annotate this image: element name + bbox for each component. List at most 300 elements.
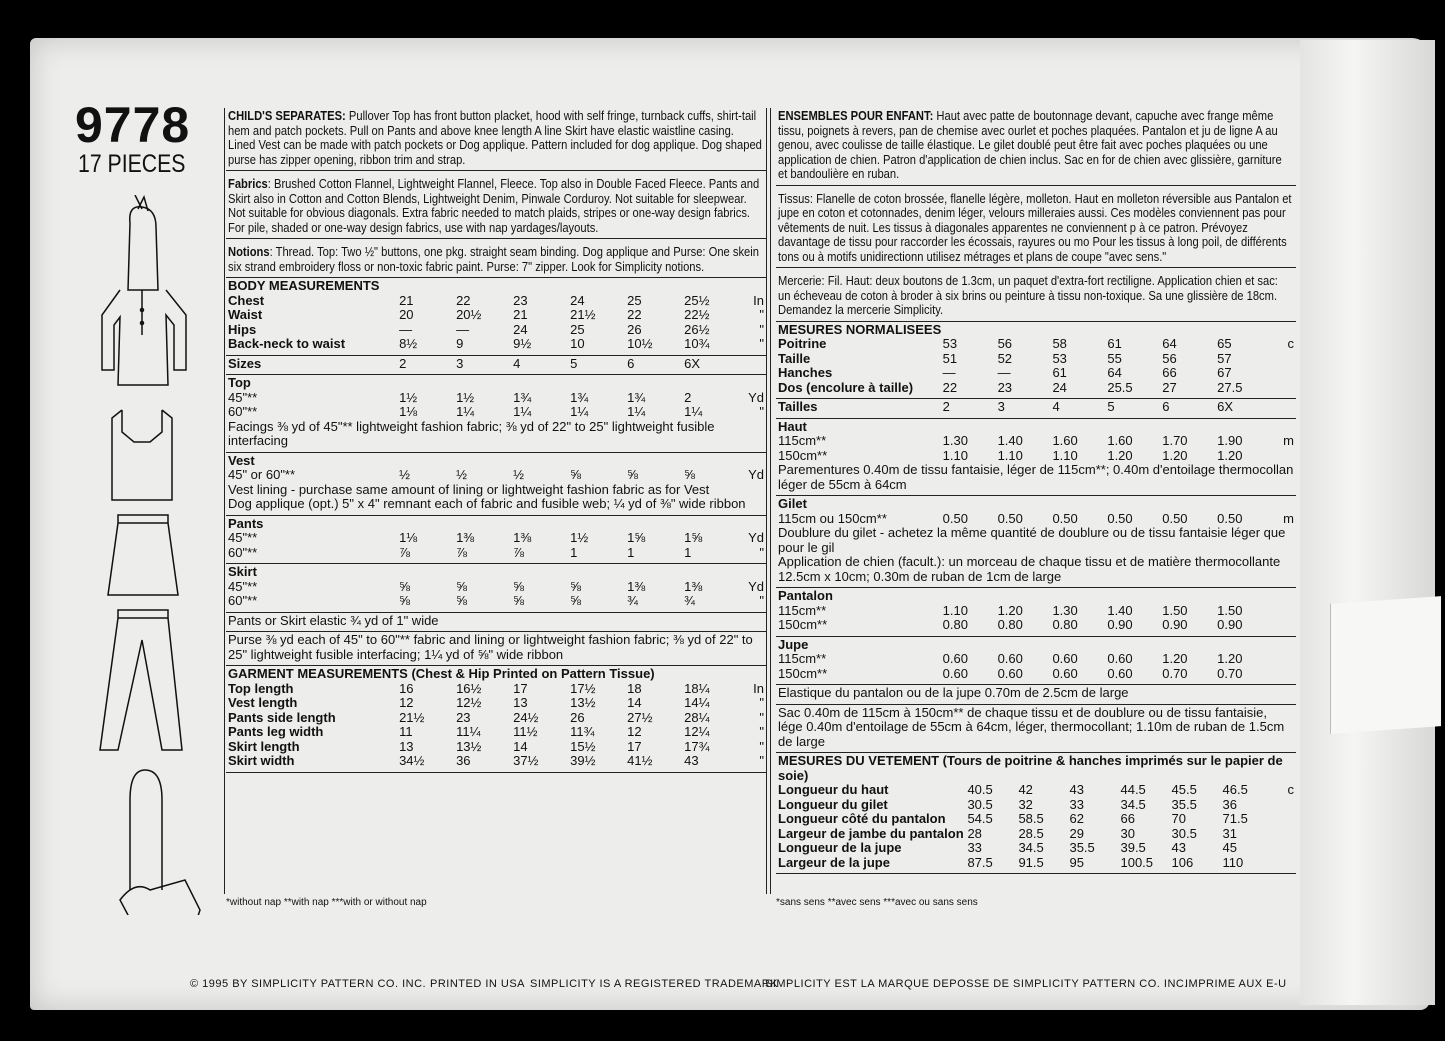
row-value: — [399, 321, 413, 337]
row-value: 65 [1217, 336, 1232, 351]
row-label: 150cm** [778, 665, 828, 681]
row-value: 34.5 [1120, 796, 1146, 812]
row-label: 60"** [228, 404, 258, 419]
row-label: Vest length [228, 695, 298, 710]
sac-fr: Sac 0.40m de 115cm à 150cm** de chaque tissu et de doublure ou de tissu fantaisie, lége 0.40m d'entoilage de 55cm à 64cm, léger, thermocollant; 1.10m de ruban de 1.5cm de large [776, 705, 1296, 754]
row-value: 35.5 [1171, 796, 1197, 812]
row-unit: " [759, 709, 764, 725]
row-value: 44.5 [1120, 782, 1146, 797]
row-value: ⅞ [513, 544, 524, 560]
nap-note-fr: *sans sens **avec sens ***avec ou sans sens [776, 897, 978, 908]
row-value: ⅝ [570, 593, 581, 608]
row-value: 95 [1069, 854, 1084, 870]
row-value: 43 [1069, 782, 1084, 797]
row-value: 24½ [513, 709, 539, 725]
notions-en: Notions: Thread. Top: Two ½" buttons, one pkg. straight seam binding. Dog applique and Purse: One skein six strand embroidery floss or non-toxic fabric paint. Purse: 7" zipper. Look for Simplicity notions. [226, 239, 766, 278]
row-value: 67 [1217, 365, 1232, 380]
row-unit [1272, 366, 1294, 381]
row-value: 10¾ [684, 336, 710, 351]
description-en: CHILD'S SEPARATES: Pullover Top has front button placket, hood with self fringe, turnback cuffs, shirt-tail hem and patch pockets. Pull on Pants and above knee length A line Skirt have elastic waistline casing. Lined Vest can be made with patch pockets or Dog applique. Pattern included for dog applique. Dog shaped purse has zipper opening, ribbon trim and strap. [226, 108, 766, 171]
tissus-fr: Tissus: Flanelle de coton brossée, flanelle légère, molleton. Haut en molleton réversible aus Pantalon et jupe en coton et cotonnades, denim léger, velours milleraies aussi. Ces modèles conviennent pas pour vêtements de nuit. Les tissus à diagonales apparentes ne conviennent p à ce patron. Prévoyez davantage de tissu pour raccorder les écossais, rayures ou mo Pour les tissus à long poil, de différents tons ou à motifs unidirectionn utilisez métrages et plans de coupe "avec sens." [776, 186, 1296, 269]
footer-copyright: © 1995 BY SIMPLICITY PATTERN CO. INC. [190, 978, 427, 990]
pants-yardage-en: Pants 45"** 1⅛ 1⅜ 1⅜ 1½ 1⅝ 1⅝ Yd 60"** ⅞ ⅞ ⅞ 1 1 1 " [226, 516, 766, 565]
vest-yardage-en: Vest 45" or 60"** ½ ½ ½ ⅝ ⅝ ⅝ Yd Vest lining - purchase same amount of lining or lightweight fashion fabric as for Vest Dog applique (opt.) 5" x 4" remnant each of fabric and fusible web; ¼ yd of ⅜" wide ribbon [226, 453, 766, 516]
row-value: ⅝ [513, 593, 524, 608]
row-value: 6 [627, 355, 635, 371]
row-value: 1.50 [1162, 602, 1188, 618]
measurement-row [778, 434, 1294, 449]
measurement-row [778, 512, 1294, 527]
measurement-row [228, 682, 764, 697]
measurement-row [228, 531, 764, 546]
measurement-row [228, 468, 764, 483]
haut-yardage-fr: Haut 115cm** 1.30 1.40 1.60 1.60 1.70 1.90 m 150cm** 1.10 1.10 1.10 1.20 1.20 1.20 Parementures 0.40m de tissu fantaisie, léger de 115cm**; 0.40m d'entoilage thermocollan léger de 55cm à 64cm [776, 419, 1296, 497]
row-value: 23 [513, 292, 528, 308]
row-value: 21½ [399, 709, 425, 725]
row-value: 1¾ [513, 389, 532, 405]
row-unit: " [759, 695, 764, 710]
measurement-row [228, 546, 764, 561]
measurement-row [228, 711, 764, 726]
row-value: 34.5 [1018, 840, 1044, 855]
row-value: 54.5 [967, 811, 993, 826]
purse-illustration [120, 770, 200, 915]
footer-marque: SIMPLICITY EST LA MARQUE DEPOSSE DE SIMPLICITY PATTERN CO. INC. [765, 978, 1188, 990]
row-value: 36 [1222, 796, 1237, 812]
elastic-en: Pants or Skirt elastic ¾ yd of 1" wide [226, 613, 766, 633]
row-value: 0.80 [1052, 617, 1078, 632]
row-value: 61 [1107, 336, 1122, 351]
row-value: 1⅝ [627, 530, 646, 545]
measurement-row [228, 357, 764, 372]
row-value: 20½ [456, 307, 482, 322]
row-value: ⅝ [570, 467, 581, 482]
row-value: 0.50 [1217, 510, 1243, 526]
garment-illustrations [90, 195, 220, 915]
row-unit: Yd [748, 530, 764, 545]
row-value: 0.90 [1217, 617, 1243, 632]
row-value: 22 [942, 379, 958, 395]
measurement-row [778, 856, 1294, 871]
garment-measurements-en: GARMENT MEASUREMENTS (Chest & Hip Printed on Pattern Tissue) Top length 16 16½ 17 17½ 18 18¼ In Vest length 12 12½ 13 13½ 14 14¼ " Pants side length 21½ 23 24½ 26 27½ 28¼ " Pants leg width 11 11¼ 11½ 11¾ 12 12¼ " Skirt length 13 13½ 14 15½ 17 17¾ " Skirt width 34½ 36 37½ 39½ 41½ 43 " [226, 666, 766, 773]
row-value: 13½ [456, 738, 482, 754]
row-value: 1½ [399, 389, 418, 405]
row-label: Hanches [778, 365, 833, 380]
folded-paper [1330, 596, 1441, 734]
row-value: 66 [1162, 365, 1177, 380]
measurement-row [228, 323, 764, 338]
row-value: 17½ [570, 680, 596, 696]
row-value: 0.80 [942, 617, 968, 632]
row-value: 1¼ [513, 404, 532, 419]
body-measurements-en: BODY MEASUREMENTS Chest 21 22 23 24 25 25½ In Waist 20 20½ 21 21½ 22 22½ " Hips — — 24 25 26 26½ " Back-neck to waist 8½ 9 9½ 10 10½ 10¾ " [226, 278, 766, 356]
row-label: Top length [228, 680, 294, 696]
piece-count: 17 PIECES [78, 150, 186, 178]
row-value: 1⅜ [456, 530, 475, 545]
row-value: 25 [570, 321, 585, 337]
row-value: 53 [1052, 350, 1067, 366]
row-value: 1⅛ [399, 530, 418, 545]
row-value: 64 [1107, 365, 1122, 380]
measurement-row [228, 580, 764, 595]
row-value: 6X [1217, 399, 1234, 414]
row-value: 4 [513, 355, 521, 371]
row-value: 1⅜ [513, 530, 532, 545]
row-value: 5 [570, 355, 578, 371]
row-label: Back-neck to waist [228, 336, 346, 351]
row-value: 27½ [627, 709, 653, 725]
row-value: 10½ [627, 336, 653, 351]
row-value: 12½ [456, 695, 482, 710]
row-value: 9½ [513, 336, 532, 351]
row-value: 1¼ [627, 404, 646, 419]
row-value: 30.5 [967, 796, 993, 812]
row-value: ¾ [627, 593, 638, 608]
row-value: 31 [1222, 825, 1237, 841]
row-value: 29 [1069, 825, 1084, 841]
divider-middle-left [766, 108, 767, 894]
measurement-row [778, 812, 1294, 827]
row-value: 0.70 [1217, 665, 1243, 681]
measurement-row [778, 352, 1294, 367]
row-label: Pants side length [228, 709, 336, 725]
row-value: 16½ [456, 680, 482, 696]
sizes-fr [776, 399, 1296, 419]
divider-middle [770, 108, 771, 894]
row-unit: " [759, 593, 764, 608]
row-value: 1½ [570, 530, 589, 545]
row-unit [1272, 352, 1294, 367]
row-value: 0.50 [942, 510, 968, 526]
row-unit: In [753, 680, 764, 696]
row-value: 24 [513, 321, 528, 337]
row-value: 1.20 [1107, 447, 1133, 463]
row-value: 2 [942, 399, 950, 414]
row-value: 21 [513, 307, 528, 322]
row-unit [1272, 604, 1294, 619]
row-value: 1.30 [942, 433, 968, 448]
row-value: 23 [456, 709, 471, 725]
row-value: 20 [399, 307, 414, 322]
row-value: 37½ [513, 753, 539, 768]
row-value: 3 [456, 355, 464, 371]
row-value: 13½ [570, 695, 596, 710]
row-value: 66 [1120, 811, 1135, 826]
row-value: 1.20 [1162, 651, 1188, 666]
row-label: 150cm** [778, 447, 828, 463]
row-value: 3 [997, 399, 1005, 414]
row-unit: " [759, 724, 764, 739]
skirt-yardage-en: Skirt 45"** ⅝ ⅝ ⅝ ⅝ 1⅜ 1⅜ Yd 60"** ⅝ ⅝ ⅝ ⅝ ¾ ¾ " [226, 564, 766, 613]
row-unit: " [759, 753, 764, 768]
row-unit: " [759, 321, 764, 337]
row-value: 33 [967, 840, 982, 855]
row-value: 45.5 [1171, 782, 1197, 797]
row-label: Poitrine [778, 336, 827, 351]
row-value: 5 [1107, 399, 1115, 414]
fabrics-en: Fabrics: Brushed Cotton Flannel, Lightweight Flannel, Fleece. Top also in Double Faced Fleece. Pants and Skirt also in Cotton and Cotton Blends, Lightweight Denim, Pinwale Corduroy. Not suitable for sleepwear. Not suitable for obvious diagonals. Extra fabric needed to match plaids, stripes or one-way design fabrics. For pile, shaded or one-way design fabrics, use with nap yardages/layouts. [226, 171, 766, 239]
row-value: — [942, 365, 956, 380]
row-label: Skirt width [228, 753, 295, 768]
row-label: Waist [228, 307, 263, 322]
row-value: 43 [684, 753, 699, 768]
row-label: 60"** [228, 593, 258, 608]
row-value: 1¼ [570, 404, 589, 419]
row-label: Longueur du haut [778, 782, 889, 797]
row-value: ⅝ [570, 578, 581, 594]
row-value: 46.5 [1222, 782, 1248, 797]
row-label: Skirt length [228, 738, 300, 754]
measurement-row [228, 594, 764, 609]
row-value: 1.60 [1107, 433, 1133, 448]
row-value: 106 [1171, 854, 1194, 870]
row-value: 53 [942, 336, 958, 351]
row-value: 1.20 [1217, 651, 1243, 666]
row-value: 1 [684, 544, 692, 560]
measurement-row [228, 308, 764, 323]
row-value: 40.5 [967, 782, 993, 797]
row-value: 0.60 [997, 651, 1023, 666]
row-label: 45"** [228, 389, 258, 405]
row-value: 17 [513, 680, 528, 696]
english-column [226, 108, 766, 773]
description-fr: ENSEMBLES POUR ENFANT: Haut avec patte de boutonnage devant, capuche avec frange même tissu, poignets à revers, pan de chemise avec ourlet et poches plaquées. Pantalon et ju de ligne A au genou, avec coulisse de taille élastique. Le gilet doublé peut être fait avec poches plaquées ou une application de chien. Patron d'application de chien inclus. Sac en for de chien avec glissière, garniture et bandoulière en ruban. [776, 108, 1296, 186]
footer-printed: PRINTED IN USA [430, 978, 526, 990]
row-value: 34½ [399, 753, 425, 768]
row-unit [1274, 827, 1294, 842]
row-value: 56 [997, 336, 1013, 351]
row-value: 24 [1052, 379, 1067, 395]
row-value: 2 [684, 389, 692, 405]
row-label: 45"** [228, 578, 258, 594]
row-value: 25½ [684, 292, 710, 308]
row-value: 1.10 [997, 447, 1023, 463]
row-label: 115cm** [778, 602, 827, 618]
row-value: 0.70 [1162, 665, 1188, 681]
torn-flap [1300, 40, 1435, 1005]
row-value: 1.40 [997, 433, 1023, 448]
gilet-yardage-fr: Gilet 115cm ou 150cm** 0.50 0.50 0.50 0.50 0.50 0.50 m Doublure du gilet - achetez la même quantité de doublure ou de tissu fantaisie léger que pour le gil Application de chien (facult.): un morceau de chaque tissu et de matière thermocollante 12.5cm x 10cm; 0.30m de ruban de 1cm de large [776, 496, 1296, 588]
row-value: ⅝ [627, 467, 638, 482]
measurement-row [778, 783, 1294, 798]
row-value: 1⅜ [684, 578, 703, 594]
row-value: ½ [456, 467, 467, 482]
row-value: 11¼ [456, 724, 481, 739]
row-unit: In [753, 292, 764, 308]
footer-imprime: IMPRIME AUX E-U [1185, 978, 1287, 990]
pants-illustration [100, 610, 182, 750]
row-value: 14¼ [684, 695, 710, 710]
row-unit: " [759, 404, 764, 419]
row-value: 4 [1052, 399, 1060, 414]
row-value: 61 [1052, 365, 1067, 380]
row-unit: c [1287, 336, 1294, 351]
row-value: 0.60 [1052, 651, 1078, 666]
row-value: 26½ [684, 321, 710, 337]
row-value: 1¼ [456, 404, 475, 419]
divider-left [224, 108, 225, 894]
row-value: ½ [399, 467, 410, 482]
row-value: 57 [1217, 350, 1232, 366]
row-value: 0.60 [1107, 665, 1133, 681]
row-value: 1.10 [1052, 447, 1078, 463]
row-value: 12 [399, 695, 414, 710]
row-value: 18 [627, 680, 642, 696]
row-value: 1.10 [942, 447, 968, 463]
row-label: Pants leg width [228, 724, 324, 739]
row-value: 22 [627, 307, 642, 322]
row-value: 64 [1162, 336, 1177, 351]
row-value: 39½ [570, 753, 596, 768]
row-unit [1272, 667, 1294, 682]
row-value: 41½ [627, 753, 653, 768]
row-value: 110 [1222, 854, 1244, 870]
measurement-row [228, 740, 764, 755]
top-yardage-en: Top 45"** 1½ 1½ 1¾ 1¾ 1¾ 2 Yd 60"** 1⅛ 1¼ 1¼ 1¼ 1¼ 1¼ " Facings ⅜ yd of 45"** lightweight fashion fabric; ⅜ yd of 22" to 25" lightweight fusible interfacing [226, 375, 766, 453]
measurement-row [778, 827, 1294, 842]
row-value: 1⅜ [627, 578, 646, 594]
row-unit [1274, 856, 1294, 871]
row-value: 36 [456, 753, 471, 768]
row-value: 21½ [570, 307, 596, 322]
skirt-illustration [108, 515, 178, 595]
row-unit [1272, 400, 1294, 415]
row-label: 115cm ou 150cm** [778, 510, 887, 526]
row-value: 51 [942, 350, 958, 366]
vest-illustration [112, 410, 172, 500]
measurement-row [228, 337, 764, 352]
row-value: 1⅛ [399, 404, 418, 419]
row-value: 0.80 [997, 617, 1023, 632]
row-value: 6X [684, 355, 701, 371]
row-value: 25 [627, 292, 642, 308]
row-label: Longueur du gilet [778, 796, 888, 812]
row-label: Taille [778, 350, 811, 366]
row-value: 1.50 [1217, 602, 1243, 618]
row-value: 12¼ [684, 724, 710, 739]
body-measurements-fr: MESURES NORMALISEES Poitrine 53 56 58 61 64 65 c Taille 51 52 53 55 56 57 Hanches — — 61 64 66 67 Dos (encolure à taille) 22 23 24 25.5 27 27.5 [776, 322, 1296, 400]
measurement-row [228, 391, 764, 406]
row-unit: m [1283, 433, 1294, 448]
row-value: 42 [1018, 782, 1033, 797]
elastique-fr: Elastique du pantalon ou de la jupe 0.70m de 2.5cm de large [776, 685, 1296, 705]
row-value: 26 [570, 709, 585, 725]
row-value: 1.20 [997, 602, 1023, 618]
row-value: 24 [570, 292, 585, 308]
row-value: 56 [1162, 350, 1177, 366]
row-value: 71.5 [1222, 811, 1248, 826]
row-value: 91.5 [1018, 854, 1044, 870]
pattern-number: 9778 [75, 97, 191, 153]
row-label: 150cm** [778, 617, 828, 632]
row-unit: c [1287, 782, 1294, 797]
row-value: 0.50 [1107, 510, 1133, 526]
row-value: 0.50 [1162, 510, 1188, 526]
row-value: 22½ [684, 307, 710, 322]
row-value: 27 [1162, 379, 1177, 395]
mercerie-fr: Mercerie: Fil. Haut: deux boutons de 1.3cm, un paquet d'extra-fort rectiligne. Application chien et sac: un écheveau de coton à broder à six brins ou peinture à tissu non-toxique. Sa une glissière de 18cm. Demandez la mercerie Simplicity. [776, 268, 1296, 322]
row-label: 45" or 60"** [228, 467, 296, 482]
row-label: 115cm** [778, 433, 827, 448]
row-value: 8½ [399, 336, 418, 351]
row-value: 35.5 [1069, 840, 1095, 855]
row-value: 1.10 [942, 602, 968, 618]
row-value: ⅝ [456, 593, 467, 608]
row-value: ⅞ [399, 544, 410, 560]
row-value: 30 [1120, 825, 1135, 841]
garment-measurements-fr: MESURES DU VETEMENT (Tours de poitrine & hanches imprimés sur le papier de soie) Longueur du haut 40.5 42 43 44.5 45.5 46.5 c Longueur du gilet 30.5 32 33 34.5 35.5 36 Longueur côté du pantalon 54.5 58.5 62 66 70 71.5 Largeur de jambe du pantalon 28 28.5 29 30 30.5 31 Longueur de la jupe 33 34.5 35.5 39.5 43 45 Largeur de la jupe 87.5 91.5 95 100.5 106 110 [776, 753, 1296, 874]
row-value: ⅝ [456, 578, 467, 594]
row-value: 2 [399, 355, 407, 371]
row-value: 1½ [456, 389, 475, 405]
row-unit [1272, 618, 1294, 633]
row-value: 1⅝ [684, 530, 703, 545]
row-unit: Yd [748, 578, 764, 594]
row-value: 14 [513, 738, 528, 754]
row-value: 1¾ [570, 389, 589, 405]
row-unit: " [759, 307, 764, 322]
row-value: 1¼ [684, 404, 703, 419]
row-value: 9 [456, 336, 464, 351]
row-value: 28¼ [684, 709, 710, 725]
row-label: Largeur de la jupe [778, 854, 890, 870]
row-unit [1274, 798, 1294, 813]
row-unit [1272, 381, 1294, 396]
row-value: 32 [1018, 796, 1033, 812]
row-unit [741, 357, 764, 372]
measurement-row [228, 405, 764, 420]
row-value: 45 [1222, 840, 1237, 855]
purse-en: Purse ⅜ yd each of 45" to 60"** fabric and lining or lightweight fashion fabric; ⅜ yd of 22" to 25" lightweight fusible interfacing; 1¼ yd of ⅝" wide ribbon [226, 632, 766, 666]
row-value: ⅝ [684, 467, 695, 482]
measurement-row [778, 400, 1294, 415]
measurement-row [778, 652, 1294, 667]
row-label: Sizes [228, 355, 262, 371]
row-value: 1 [627, 544, 635, 560]
row-value: 0.50 [1052, 510, 1078, 526]
row-unit: m [1283, 510, 1294, 526]
jupe-yardage-fr: Jupe 115cm** 0.60 0.60 0.60 0.60 1.20 1.20 150cm** 0.60 0.60 0.60 0.60 0.70 0.70 [776, 637, 1296, 686]
row-value: 87.5 [967, 854, 993, 870]
footer-trademark: SIMPLICITY IS A REGISTERED TRADEMARK [530, 978, 779, 990]
row-label: Chest [228, 292, 265, 308]
measurement-row [778, 449, 1294, 464]
row-value: 0.60 [1052, 665, 1078, 681]
measurement-row [228, 294, 764, 309]
row-value: 14 [627, 695, 642, 710]
row-value: 30.5 [1171, 825, 1197, 841]
row-value: 15½ [570, 738, 596, 754]
pantalon-yardage-fr: Pantalon 115cm** 1.10 1.20 1.30 1.40 1.50 1.50 150cm** 0.80 0.80 0.80 0.90 0.90 0.90 [776, 588, 1296, 637]
row-value: 17 [627, 738, 642, 754]
row-value: 43 [1171, 840, 1186, 855]
row-value: 0.60 [942, 651, 968, 666]
measurement-row [228, 725, 764, 740]
measurement-row [778, 798, 1294, 813]
row-value: 55 [1107, 350, 1122, 366]
row-value: 11½ [513, 724, 538, 739]
row-value: 39.5 [1120, 840, 1146, 855]
row-value: 33 [1069, 796, 1084, 812]
measurement-row [778, 618, 1294, 633]
sizes-en [226, 356, 766, 376]
row-value: 1.70 [1162, 433, 1188, 448]
row-value: 28.5 [1018, 825, 1044, 841]
top-illustration [102, 195, 186, 385]
row-value: 13 [399, 738, 414, 754]
french-column [776, 108, 1296, 874]
row-label: Hips [228, 321, 257, 337]
